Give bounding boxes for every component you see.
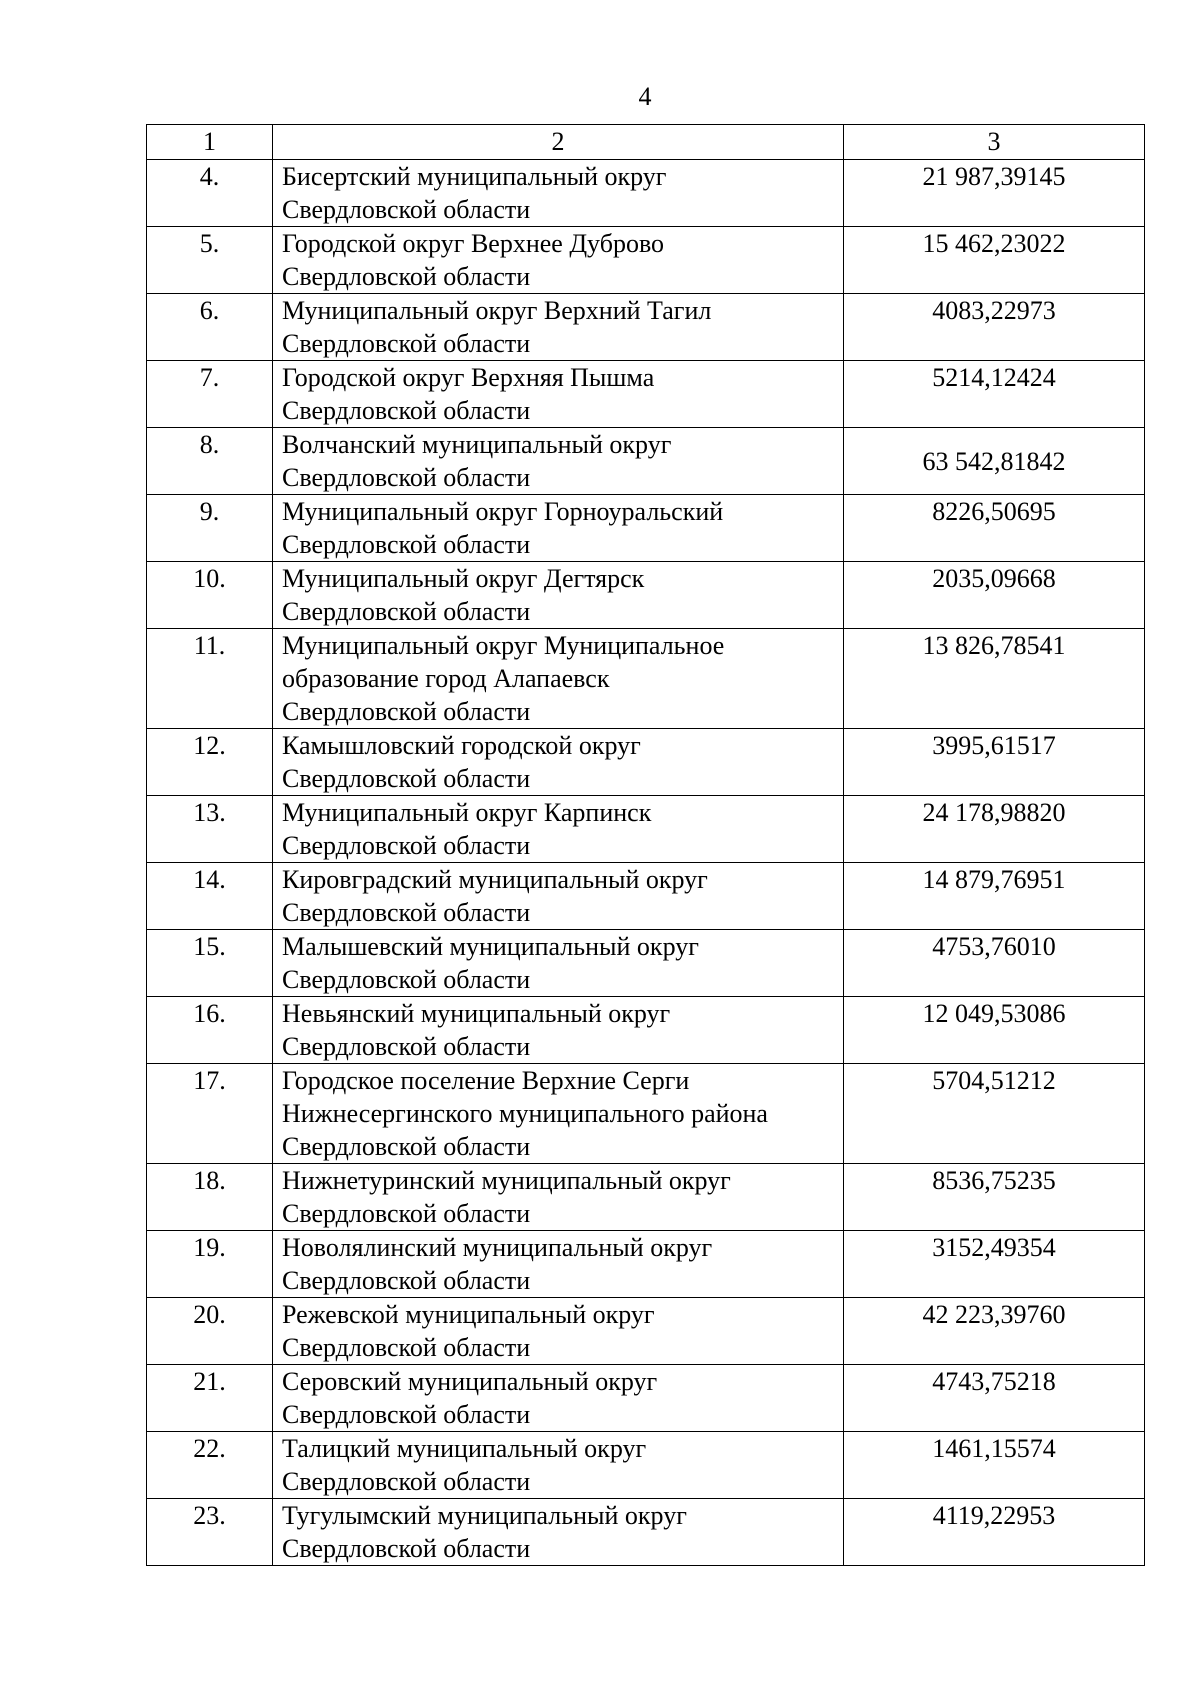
municipality-name-line: Свердловской области [282, 597, 531, 626]
amount-cell: 4119,22953 [844, 1499, 1145, 1566]
municipality-name-line: Свердловской области [282, 764, 531, 793]
row-number-cell: 8. [147, 428, 273, 495]
row-number-cell: 13. [147, 796, 273, 863]
table-row [147, 1432, 1145, 1499]
municipality-name-line: Невьянский муниципальный округ [282, 999, 671, 1028]
row-number-cell: 23. [147, 1499, 273, 1566]
municipality-name-cell [273, 1231, 844, 1298]
table-row [147, 1231, 1145, 1298]
table-row [147, 160, 1145, 227]
municipality-name-line: Кировградский муниципальный округ [282, 865, 708, 894]
amount-cell: 21 987,39145 [844, 160, 1145, 227]
amount-cell: 2035,09668 [844, 562, 1145, 629]
table-row [147, 227, 1145, 294]
municipality-name-cell [273, 729, 844, 796]
table-header-row [147, 125, 1145, 160]
municipality-name-line: Городское поселение Верхние Серги [282, 1066, 690, 1095]
table-body [147, 125, 1145, 1566]
header-cell-name: 2 [273, 125, 844, 160]
municipality-name-line: Новолялинский муниципальный округ [282, 1233, 713, 1262]
row-number-cell: 15. [147, 930, 273, 997]
municipality-name-line: Городской округ Верхняя Пышма [282, 363, 655, 392]
table-row [147, 930, 1145, 997]
table-row [147, 997, 1145, 1064]
municipality-name-line: Нижнесергинского муниципального района [282, 1099, 768, 1128]
municipality-name-cell [273, 294, 844, 361]
municipality-name-cell [273, 361, 844, 428]
table-row [147, 1298, 1145, 1365]
amount-cell: 8536,75235 [844, 1164, 1145, 1231]
municipality-name-cell [273, 1499, 844, 1566]
table-row [147, 729, 1145, 796]
row-number-cell: 6. [147, 294, 273, 361]
municipality-name-line: Свердловской области [282, 898, 531, 927]
municipality-name-line: образование город Алапаевск [282, 664, 610, 693]
row-number-cell: 18. [147, 1164, 273, 1231]
header-cell-value: 3 [844, 125, 1145, 160]
row-number-cell: 20. [147, 1298, 273, 1365]
municipality-name-line: Муниципальный округ Карпинск [282, 798, 652, 827]
amount-cell: 12 049,53086 [844, 997, 1145, 1064]
amount-cell: 3152,49354 [844, 1231, 1145, 1298]
municipality-name-line: Нижнетуринский муниципальный округ [282, 1166, 731, 1195]
table-row [147, 428, 1145, 495]
table-row [147, 294, 1145, 361]
amount-cell: 13 826,78541 [844, 629, 1145, 729]
row-number-cell: 14. [147, 863, 273, 930]
table-row [147, 1164, 1145, 1231]
amount-cell: 63 542,81842 [844, 428, 1145, 495]
amount-cell: 4753,76010 [844, 930, 1145, 997]
municipality-name-line: Бисертский муниципальный округ [282, 162, 667, 191]
amount-cell: 1461,15574 [844, 1432, 1145, 1499]
municipality-name-cell [273, 863, 844, 930]
table-row [147, 361, 1145, 428]
municipality-name-line: Тугулымский муниципальный округ [282, 1501, 687, 1530]
municipality-name-line: Малышевский муниципальный округ [282, 932, 699, 961]
municipality-name-line: Муниципальный округ Муниципальное [282, 631, 725, 660]
allocation-table [146, 124, 1145, 1566]
municipality-name-cell [273, 796, 844, 863]
row-number-cell: 7. [147, 361, 273, 428]
municipality-name-line: Муниципальный округ Дегтярск [282, 564, 645, 593]
row-number-cell: 21. [147, 1365, 273, 1432]
municipality-name-line: Свердловской области [282, 1032, 531, 1061]
municipality-name-cell [273, 930, 844, 997]
row-number-cell: 16. [147, 997, 273, 1064]
amount-cell: 8226,50695 [844, 495, 1145, 562]
municipality-name-line: Талицкий муниципальный округ [282, 1434, 647, 1463]
municipality-name-cell [273, 495, 844, 562]
row-number-cell: 17. [147, 1064, 273, 1164]
amount-cell: 14 879,76951 [844, 863, 1145, 930]
municipality-name-line: Свердловской области [282, 831, 531, 860]
municipality-name-line: Свердловской области [282, 1199, 531, 1228]
municipality-name-line: Волчанский муниципальный округ [282, 430, 672, 459]
municipality-name-cell [273, 562, 844, 629]
row-number-cell: 10. [147, 562, 273, 629]
municipality-name-cell [273, 1365, 844, 1432]
municipality-name-line: Свердловской области [282, 1266, 531, 1295]
municipality-name-line: Свердловской области [282, 396, 531, 425]
municipality-name-line: Свердловской области [282, 463, 531, 492]
municipality-name-line: Свердловской области [282, 1333, 531, 1362]
municipality-name-cell [273, 629, 844, 729]
municipality-name-line: Свердловской области [282, 697, 531, 726]
municipality-name-line: Свердловской области [282, 195, 531, 224]
table-row [147, 562, 1145, 629]
table-row [147, 629, 1145, 729]
row-number-cell: 11. [147, 629, 273, 729]
municipality-name-line: Свердловской области [282, 1400, 531, 1429]
amount-cell: 4743,75218 [844, 1365, 1145, 1432]
table-row [147, 796, 1145, 863]
table-row [147, 1499, 1145, 1566]
municipality-name-cell [273, 227, 844, 294]
municipality-name-line: Серовский муниципальный округ [282, 1367, 658, 1396]
amount-cell: 5214,12424 [844, 361, 1145, 428]
table-row [147, 1064, 1145, 1164]
municipality-name-line: Свердловской области [282, 262, 531, 291]
amount-cell: 4083,22973 [844, 294, 1145, 361]
municipality-name-line: Камышловский городской округ [282, 731, 641, 760]
municipality-name-cell [273, 1432, 844, 1499]
row-number-cell: 9. [147, 495, 273, 562]
table-row [147, 495, 1145, 562]
municipality-name-line: Режевской муниципальный округ [282, 1300, 655, 1329]
municipality-name-line: Свердловской области [282, 1132, 531, 1161]
municipality-name-cell [273, 428, 844, 495]
municipality-name-line: Свердловской области [282, 530, 531, 559]
table-row [147, 1365, 1145, 1432]
municipality-name-line: Муниципальный округ Горноуральский [282, 497, 724, 526]
municipality-name-line: Свердловской области [282, 965, 531, 994]
amount-cell: 15 462,23022 [844, 227, 1145, 294]
amount-cell: 42 223,39760 [844, 1298, 1145, 1365]
municipality-name-cell [273, 997, 844, 1064]
municipality-name-cell [273, 1164, 844, 1231]
amount-cell: 3995,61517 [844, 729, 1145, 796]
row-number-cell: 4. [147, 160, 273, 227]
municipality-name-line: Городской округ Верхнее Дуброво [282, 229, 665, 258]
municipality-name-line: Свердловской области [282, 1467, 531, 1496]
row-number-cell: 5. [147, 227, 273, 294]
header-cell-number: 1 [147, 125, 273, 160]
municipality-name-cell [273, 1064, 844, 1164]
municipality-name-line: Свердловской области [282, 1534, 531, 1563]
amount-cell: 24 178,98820 [844, 796, 1145, 863]
row-number-cell: 12. [147, 729, 273, 796]
municipality-name-cell [273, 1298, 844, 1365]
page-number: 4 [638, 82, 652, 111]
table-row [147, 863, 1145, 930]
row-number-cell: 19. [147, 1231, 273, 1298]
municipality-name-cell [273, 160, 844, 227]
amount-cell: 5704,51212 [844, 1064, 1145, 1164]
row-number-cell: 22. [147, 1432, 273, 1499]
municipality-name-line: Свердловской области [282, 329, 531, 358]
municipality-name-line: Муниципальный округ Верхний Тагил [282, 296, 712, 325]
